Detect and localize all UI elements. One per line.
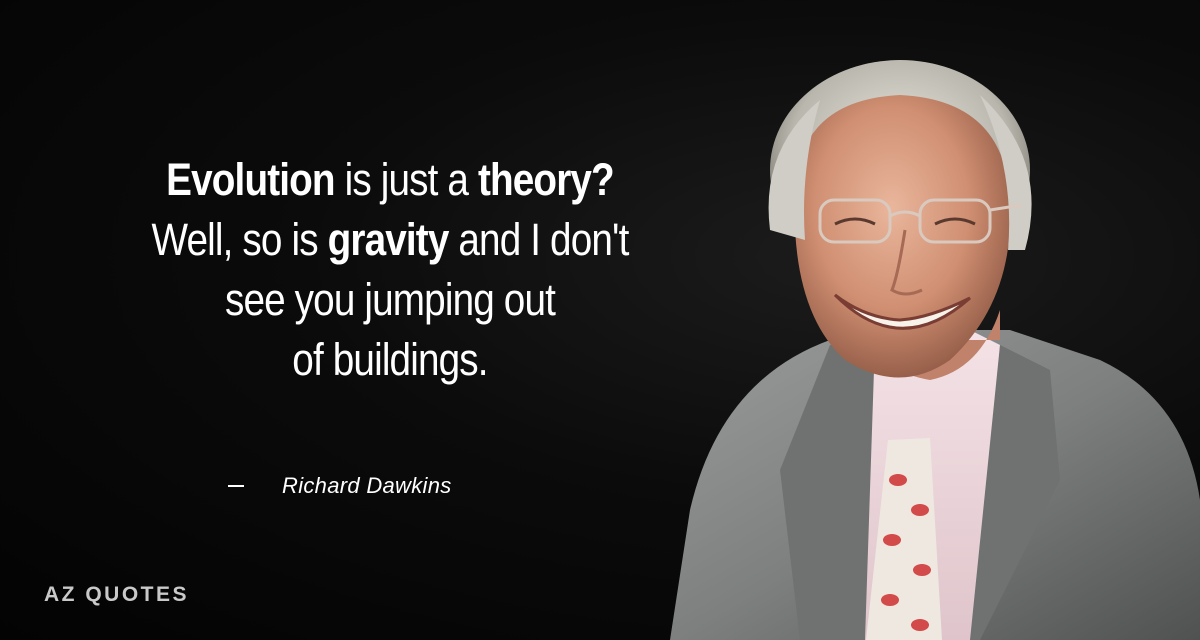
attribution-dash <box>228 485 244 487</box>
quote-line-3: see you jumping out <box>224 274 556 325</box>
quote-line-4: of buildings. <box>292 334 488 385</box>
quote-emphasis-evolution: Evolution <box>166 154 335 205</box>
quote-text-segment: is just a <box>334 154 478 205</box>
author-name: Richard Dawkins <box>282 473 452 498</box>
quote-text-segment: and I don't <box>448 214 629 265</box>
portrait-image <box>630 40 1200 640</box>
azquotes-logo: AZ QUOTES <box>44 583 190 606</box>
quote-emphasis-gravity: gravity <box>327 214 449 265</box>
attribution <box>228 470 452 502</box>
quote-emphasis-theory: theory? <box>477 154 614 205</box>
quote-line-1 <box>89 150 691 210</box>
quote-line-2 <box>89 210 691 270</box>
quote-text-segment: Well, so is <box>151 214 328 265</box>
quote-text <box>89 150 691 390</box>
